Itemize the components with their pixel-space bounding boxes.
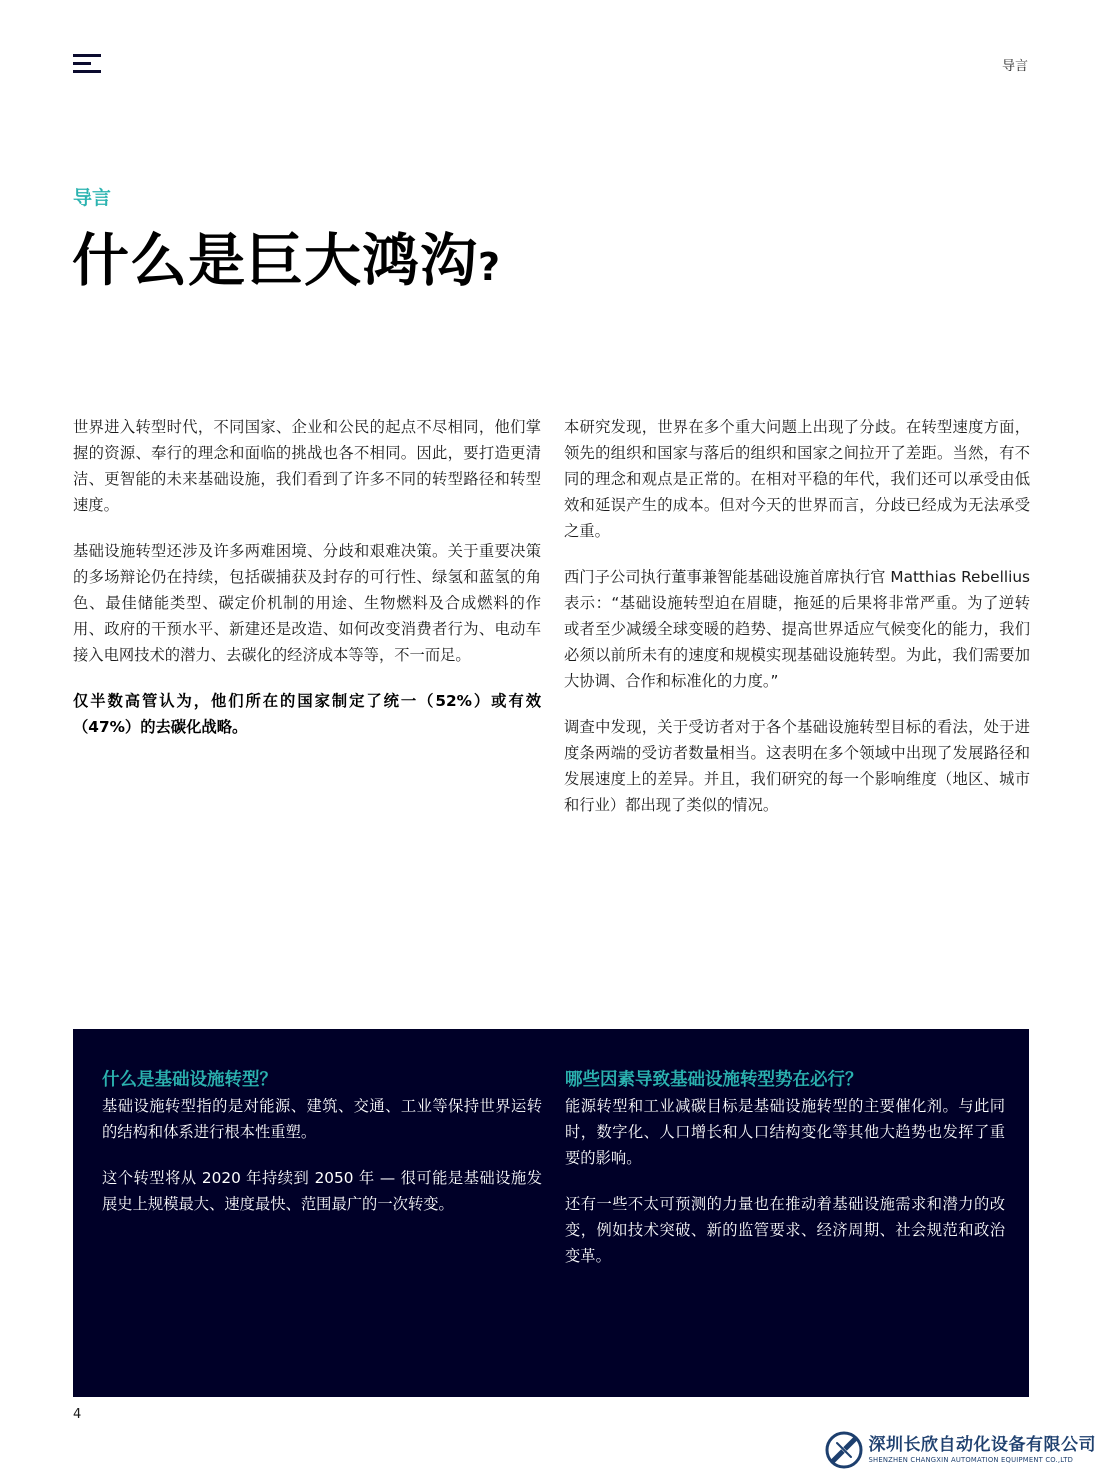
company-watermark: [825, 1430, 1097, 1470]
page-title-text: 什么是巨大鸿沟: [72, 228, 478, 294]
info-left-paragraph-1: 基础设施转型指的是对能源、建筑、交通、工业等保持世界运转的结构和体系进行根本性重塑。: [102, 1097, 542, 1141]
hamburger-menu-icon[interactable]: [73, 54, 103, 74]
info-right-paragraph-2: 还有一些不太可预测的力量也在推动着基础设施需求和潜力的改变，例如技术突破、新的监管要求、经济周期、社会规范和政治变革。: [565, 1195, 1005, 1265]
page-title-mark: ?: [478, 245, 502, 289]
info-heading-right: 哪些因素导致基础设施转型势在必行？: [565, 1070, 863, 1090]
right-paragraph-3: 调查中发现，关于受访者对于各个基础设施转型目标的看法，处于进度条两端的受访者数量相当。这表明在多个领域中出现了发展路径和发展速度上的差异。并且，我们研究的每一个影响维度（地区、城市和行业）都出现了类似的情况。: [564, 718, 1030, 814]
eyebrow-label: 导言: [73, 187, 112, 209]
company-logo-icon: [825, 1431, 863, 1469]
page-title: [72, 222, 501, 306]
left-column: [73, 414, 541, 760]
right-paragraph-1: 本研究发现，世界在多个重大问题上出现了分歧。在转型速度方面，领先的组织和国家与落后的组织和国家之间拉开了差距。当然，有不同的理念和观点是正常的。在相对平稳的年代，我们还可以承受由低效和延误产生的成本。但对今天的世界而言，分歧已经成为无法承受之重。: [564, 418, 1030, 540]
info-box-left: [102, 1067, 542, 1237]
info-heading-left: 什么是基础设施转型？: [102, 1070, 277, 1090]
section-label: 导言: [1001, 59, 1028, 74]
right-column: [564, 414, 1030, 838]
watermark-company-en: SHENZHEN CHANGXIN AUTOMATION EQUIPMENT CO.,LTD: [868, 1455, 1074, 1464]
info-left-paragraph-2: 这个转型将从 2020 年持续到 2050 年 — 很可能是基础设施发展史上规模最大、速度最快、范围最广的一次转变。: [102, 1169, 542, 1213]
watermark-company-cn: 深圳长欣自动化设备有限公司: [868, 1434, 1096, 1455]
info-box-right: [565, 1067, 1005, 1289]
right-paragraph-2: 西门子公司执行董事兼智能基础设施首席执行官 Matthias Rebellius 表示：“基础设施转型迫在眉睫，拖延的后果将非常严重。为了逆转或者至少减缓全球变暖的趋势、提高世界适应气候变化的能力，我们必须以前所未有的速度和规模实现基础设施转型。为此，我们需要加大协调、合作和标准化的力度。”: [564, 568, 1030, 690]
page-number: 4: [73, 1407, 82, 1422]
left-paragraph-1: 世界进入转型时代，不同国家、企业和公民的起点不尽相同，他们掌握的资源、奉行的理念和面临的挑战也各不相同。因此，要打造更清洁、更智能的未来基础设施，我们看到了许多不同的转型路径和转型速度。: [73, 418, 541, 514]
key-finding-callout: 仅半数高管认为，他们所在的国家制定了统一（52%）或有效（47%）的去碳化战略。: [73, 692, 541, 736]
left-paragraph-2: 基础设施转型还涉及许多两难困境、分歧和艰难决策。关于重要决策的多场辩论仍在持续，包括碳捕获及封存的可行性、绿氢和蓝氢的角色、最佳储能类型、碳定价机制的用途、生物燃料及合成燃料的作用、政府的干预水平、新建还是改造、如何改变消费者行为、电动车接入电网技术的潜力、去碳化的经济成本等等，不一而足。: [73, 542, 541, 664]
info-box: [73, 1029, 1029, 1397]
info-right-paragraph-1: 能源转型和工业减碳目标是基础设施转型的主要催化剂。与此同时，数字化、人口增长和人口结构变化等其他大趋势也发挥了重要的影响。: [565, 1097, 1005, 1167]
